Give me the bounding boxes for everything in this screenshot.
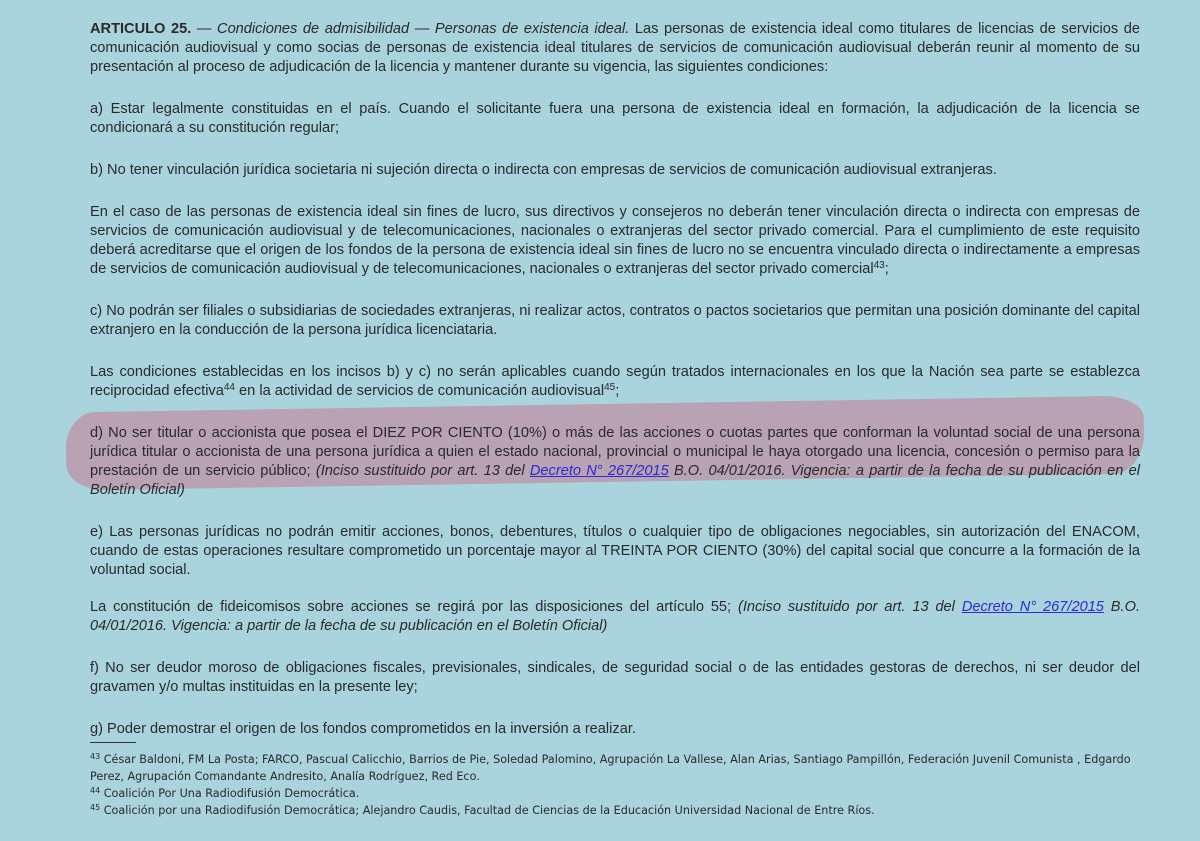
item-e-extra-text: La constitución de fideicomisos sobre acciones se regirá por las disposiciones del artículo 55;	[90, 599, 738, 615]
item-e-note-end: B.O. 04/01/2016. Vigencia: a partir de la fecha de su publicación en el Boletín Oficial)	[90, 599, 1140, 634]
item-d-text: d) No ser titular o accionista que posea el DIEZ POR CIENTO (10%) o más de las acciones o cuotas partes que conforman la voluntad social de una persona jurídica titular o accionista de una persona jurídica a quien el estado nacional, provincial o municipal le haya otorgado una licencia, concesión o permiso para la prestación de un servicio público;	[90, 425, 1140, 479]
footnote-text: Coalición Por Una Radiodifusión Democrática.	[100, 787, 360, 800]
item-b-extra	[90, 203, 1140, 279]
footnote-text: Coalición por una Radiodifusión Democrática; Alejandro Caudis, Facultad de Ciencias de la Educación Universidad Nacional de Entre Ríos.	[100, 804, 875, 817]
article-subtitle-2: Personas de existencia ideal.	[434, 21, 630, 37]
item-e-note: (Inciso sustituido por art. 13 del	[737, 599, 962, 615]
item-d-note: (Inciso sustituido por art. 13 del	[315, 463, 530, 479]
dash: —	[191, 21, 218, 37]
item-g: g) Poder demostrar el origen de los fondos comprometidos en la inversión a realizar.	[90, 721, 636, 737]
article-intro-text: Las personas de existencia ideal como titulares de licencias de servicios de comunicación audiovisual y como socias de personas de existencia ideal titulares de servicios de comunicación audiovisual deberán reunir al momento de su presentación al proceso de adjudicación de la licencia y mantener durante su vigencia, las siguientes condiciones:	[90, 21, 1141, 75]
footnote-number: 45	[90, 803, 101, 812]
punctuation: ;	[615, 383, 620, 399]
decree-link[interactable]: Decreto N° 267/2015	[529, 463, 669, 479]
footnote-43	[90, 751, 1140, 785]
item-c-extra-text-2: en la actividad de servicios de comunicación audiovisual	[234, 383, 605, 399]
item-b-extra-text: En el caso de las personas de existencia ideal sin fines de lucro, sus directivos y consejeros no deberán tener vinculación directa o indirecta con empresas de servicios de comunicación audiovisual y de telecomunicaciones, nacionales o extranjeras del sector privado comercial. Para el cumplimiento de este requisito deberá acreditarse que el origen de los fondos de la persona de existencia ideal sin fines de lucro no se encuentra vinculado directa o indirectamente a empresas de servicios de comunicación audiovisual y de telecomunicaciones, nacionales o extranjeras del sector privado comercial	[90, 204, 1140, 277]
footnote-ref-43: 43	[873, 260, 885, 271]
footnote-ref-45: 45	[604, 382, 616, 393]
item-d-note-end: B.O. 04/01/2016. Vigencia: a partir de la fecha de su publicación en el Boletín Oficial)	[90, 463, 1141, 498]
footnote-ref-44: 44	[223, 382, 235, 393]
item-b: b) No tener vinculación jurídica societaria ni sujeción directa o indirecta con empresas de servicios de comunicación audiovisual extranjeras.	[90, 162, 997, 178]
item-f: f) No ser deudor moroso de obligaciones fiscales, previsionales, sindicales, de seguridad social o de las entidades gestoras de derechos, ni ser deudor del gravamen y/o multas instituidas en la presente ley;	[90, 660, 1140, 695]
item-c: c) No podrán ser filiales o subsidiarias de sociedades extranjeras, ni realizar actos, contratos o pactos societarios que permitan una posición dominante del capital extranjero en la conducción de la persona jurídica licenciataria.	[90, 303, 1140, 338]
footnote-45	[90, 802, 1140, 819]
decree-link[interactable]: Decreto N° 267/2015	[961, 599, 1104, 615]
footnote-number: 44	[90, 786, 101, 795]
punctuation: ;	[884, 261, 889, 277]
item-e: e) Las personas jurídicas no podrán emitir acciones, bonos, debentures, títulos o cualquier tipo de obligaciones negociables, sin autorización del ENACOM, cuando de estas operaciones resultare comprometido un porcentaje mayor al TREINTA POR CIENTO (30%) del capital social que concurre a la formación de la voluntad social.	[90, 524, 1140, 578]
footnote-44	[90, 785, 1140, 802]
footnotes	[90, 742, 1140, 819]
item-c-extra-text: Las condiciones establecidas en los incisos b) y c) no serán aplicables cuando según tratados internacionales en los que la Nación sea parte se establezca reciprocidad efectiva	[90, 364, 1140, 399]
footnote-text: César Baldoni, FM La Posta; FARCO, Pascual Calicchio, Barrios de Pie, Soledad Palomino, Agrupación La Vallese, Alan Arias, Santiago Pampillón, Federación Juvenil Comunista , Edgardo Perez, Agrupación Comandante Andresito, Analía Rodríguez, Red Eco.	[90, 753, 1131, 783]
document-body	[90, 20, 1140, 739]
footnote-number: 43	[90, 752, 101, 761]
item-e-extra	[90, 598, 1140, 636]
footnote-divider	[90, 742, 136, 743]
article-subtitle-1: Condiciones de admisibilidad	[217, 21, 410, 37]
item-a: a) Estar legalmente constituidas en el país. Cuando el solicitante fuera una persona de existencia ideal en formación, la adjudicación de la licencia se condicionará a su constitución regular;	[90, 101, 1140, 136]
article-heading: ARTICULO 25.	[90, 21, 192, 37]
item-d	[90, 424, 1140, 500]
dash: —	[409, 21, 435, 37]
article-intro-paragraph	[90, 20, 1140, 77]
item-c-extra	[90, 363, 1140, 401]
